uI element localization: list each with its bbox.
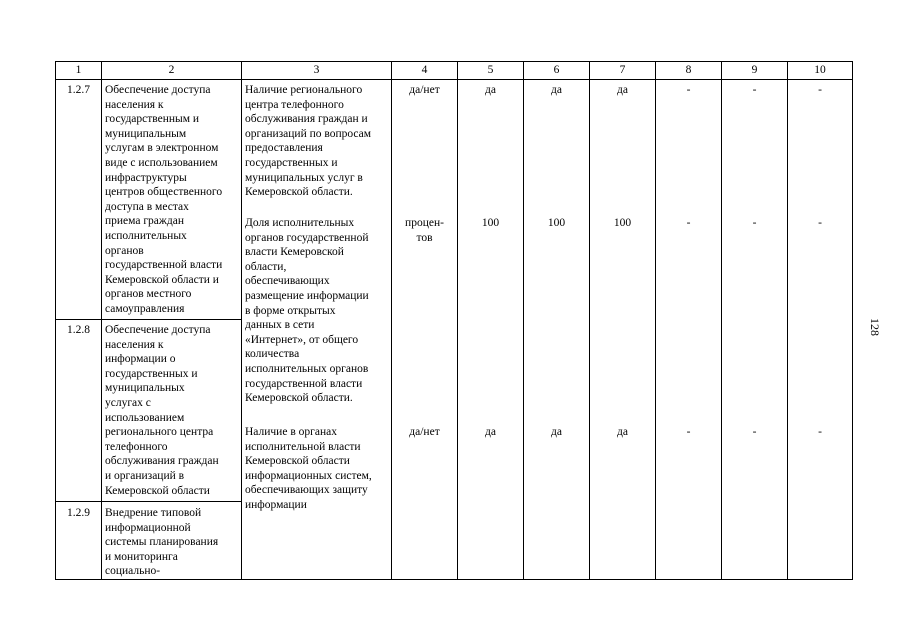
indicator-text: Наличие в органах исполнительной власти Кемеровской области информационных систем, обеспечивающих защиту информации: [245, 426, 372, 511]
column-header-7: 7: [619, 64, 626, 76]
column-header-8: 8: [685, 64, 692, 76]
measure-name: Внедрение типовой информационной системы планирования и мониторинга социально-: [105, 507, 219, 578]
indicator-unit: да/нет: [409, 84, 440, 96]
column-header-4: 4: [421, 64, 428, 76]
column-header-10: 10: [814, 64, 826, 76]
indicator-value-col9: -: [752, 426, 757, 438]
column-header-9: 9: [751, 64, 758, 76]
measure-name: Обеспечение доступа населения к информации о государственных и муниципальных услугах с использованием регионального центра телефонного обслуживания граждан и организаций в Кемеровской области: [105, 324, 219, 497]
row-number: 1.2.7: [67, 84, 90, 96]
indicator-value-col9: -: [752, 84, 757, 96]
indicator-value-col8: -: [686, 84, 691, 96]
indicator-value-col6: да: [551, 84, 562, 96]
indicator-unit: да/нет: [409, 426, 440, 438]
indicator-value-col5: да: [485, 84, 496, 96]
indicator-value-col10: -: [818, 84, 822, 96]
indicator-value-col7: 100: [613, 217, 632, 229]
indicator-value-col7: да: [617, 426, 628, 438]
row-number: 1.2.9: [67, 507, 90, 519]
indicator-value-col5: 100: [481, 217, 500, 229]
indicator-value-col5: да: [485, 426, 496, 438]
indicator-value-col9: -: [752, 217, 757, 229]
row-number: 1.2.8: [67, 324, 90, 336]
column-header-1: 1: [75, 64, 82, 76]
indicator-unit: процен- тов: [405, 217, 444, 244]
indicator-value-col6: 100: [547, 217, 566, 229]
indicator-value-col10: -: [818, 426, 822, 438]
indicator-text: Наличие регионального центра телефонного обслуживания граждан и организаций по вопросам предоставления государственных и муниципальных услуг в Кемеровской области.: [245, 84, 372, 199]
column-header-5: 5: [487, 64, 494, 76]
indicator-value-col7: да: [617, 84, 628, 96]
indicator-value-col10: -: [818, 217, 822, 229]
column-header-3: 3: [313, 64, 320, 76]
column-header-6: 6: [553, 64, 560, 76]
indicator-text: Доля исполнительных органов государственной власти Кемеровской области, обеспечивающих размещение информации в форме открытых данных в сети «Интернет», от общего количества исполнительных органов государственной власти Кемеровской области.: [245, 217, 369, 405]
measure-name: Обеспечение доступа населения к государственным и муниципальным услугам в электронном виде с использованием инфраструктуры центров общественного доступа в местах приема граждан исполнительных органов государственной власти Кемеровской области и органов местного самоуправления: [105, 84, 223, 315]
indicator-value-col6: да: [551, 426, 562, 438]
page-number: 128: [868, 318, 882, 336]
column-header-2: 2: [168, 64, 175, 76]
indicator-value-col8: -: [686, 426, 691, 438]
indicator-value-col8: -: [686, 217, 691, 229]
